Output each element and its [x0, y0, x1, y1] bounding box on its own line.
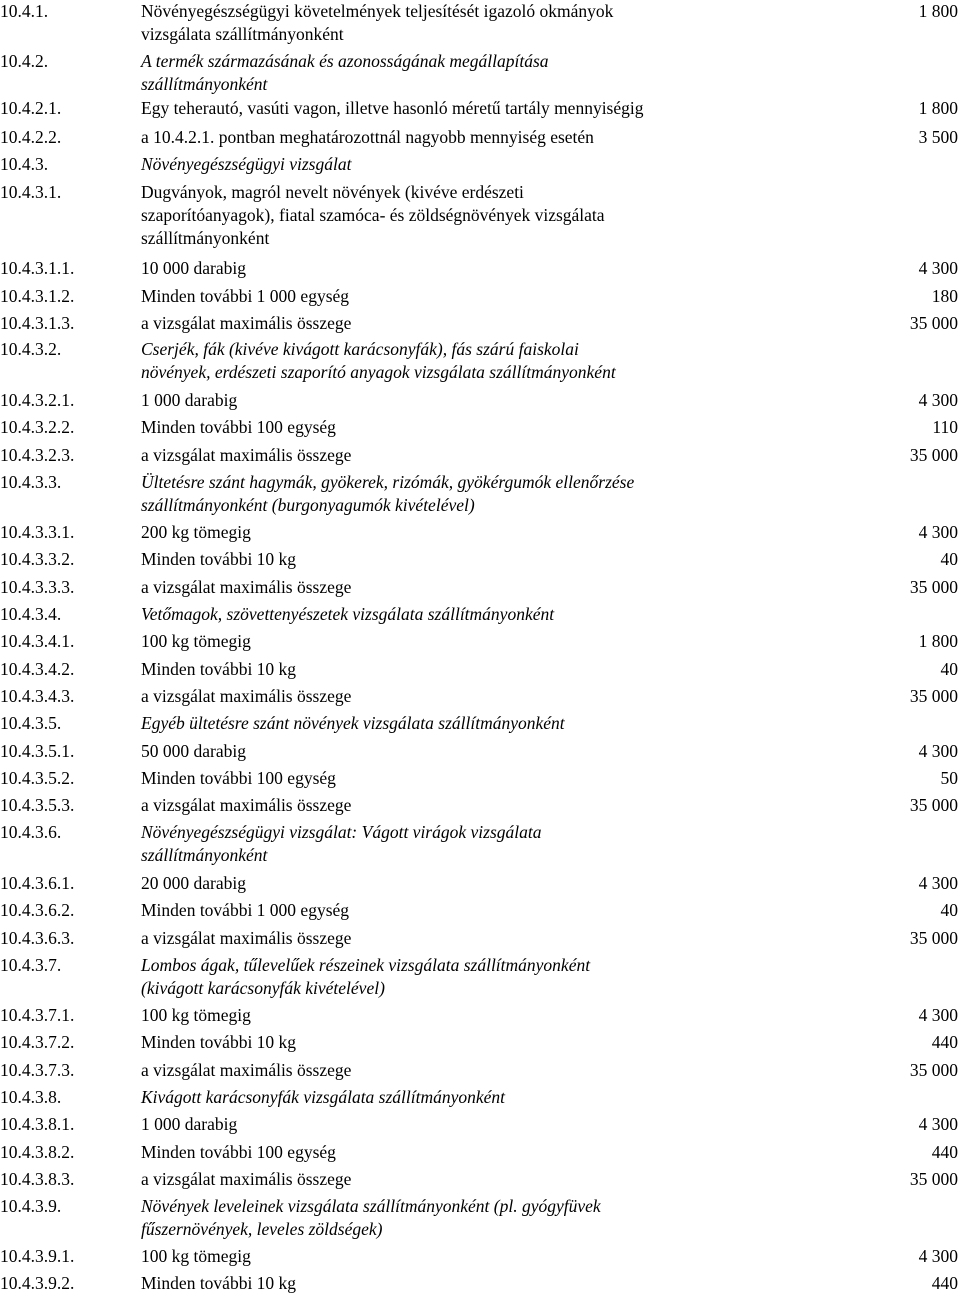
- row-description: [141, 576, 766, 599]
- row-amount: 35 000: [909, 795, 958, 815]
- row-description: [141, 389, 766, 412]
- row-description: [141, 285, 766, 308]
- fee-row: [0, 1245, 960, 1268]
- row-description: [141, 1195, 766, 1241]
- row-code: 10.4.3.2.2.: [0, 417, 75, 437]
- row-code: 10.4.3.3.: [0, 472, 62, 492]
- row-code: 10.4.3.4.: [0, 604, 62, 624]
- row-code: 10.4.3.1.1.: [0, 258, 75, 278]
- fee-row: [0, 576, 960, 599]
- fee-row: [0, 954, 960, 1000]
- row-code: 10.4.3.3.3.: [0, 577, 75, 597]
- row-amount: 35 000: [909, 928, 958, 948]
- description-line: Minden további 10 kg: [141, 1032, 297, 1052]
- row-description: [141, 954, 766, 1000]
- row-description: [141, 1168, 766, 1191]
- row-amount: 1 800: [918, 1, 958, 21]
- fee-row: [0, 899, 960, 922]
- fee-row: [0, 658, 960, 681]
- row-code: 10.4.3.7.2.: [0, 1032, 75, 1052]
- fee-row: [0, 1031, 960, 1054]
- row-code: 10.4.3.6.3.: [0, 928, 75, 948]
- description-line: Növények leveleinek vizsgálata szállítmányonként (pl. gyógyfüvek: [141, 1196, 601, 1216]
- fee-row: [0, 685, 960, 708]
- row-code: 10.4.3.7.: [0, 955, 62, 975]
- description-line: fűszernövények, leveles zöldségek): [141, 1219, 383, 1240]
- description-line: a vizsgálat maximális összege: [141, 313, 352, 333]
- row-code: 10.4.3.8.3.: [0, 1169, 75, 1189]
- fee-row: [0, 338, 960, 384]
- fee-row: [0, 1086, 960, 1109]
- description-line: Minden további 100 egység: [141, 1142, 336, 1162]
- row-amount: 4 300: [918, 741, 958, 761]
- row-amount: 35 000: [909, 313, 958, 333]
- row-description: [141, 0, 766, 46]
- fee-row: [0, 181, 960, 251]
- description-line: Növényegészségügyi vizsgálat: Vágott virágok vizsgálata: [141, 822, 542, 842]
- description-line: szállítmányonként: [141, 228, 270, 249]
- description-line: Minden további 100 egység: [141, 417, 336, 437]
- row-code: 10.4.3.3.2.: [0, 549, 75, 569]
- row-description: [141, 821, 766, 867]
- row-description: [141, 1086, 766, 1109]
- fee-row: [0, 1059, 960, 1082]
- row-amount: 4 300: [918, 1246, 958, 1266]
- description-line: 100 kg tömegig: [141, 631, 251, 651]
- row-amount: 3 500: [918, 127, 958, 147]
- row-description: [141, 1031, 766, 1054]
- row-code: 10.4.3.5.2.: [0, 768, 75, 788]
- description-line: a 10.4.2.1. pontban meghatározottnál nagyobb mennyiség esetén: [141, 127, 594, 147]
- description-line: Minden további 10 kg: [141, 549, 297, 569]
- row-code: 10.4.3.4.2.: [0, 659, 75, 679]
- fee-row: [0, 872, 960, 895]
- fee-row: [0, 927, 960, 950]
- row-description: [141, 1272, 766, 1295]
- fee-row: [0, 50, 960, 96]
- row-description: [141, 471, 766, 517]
- row-description: [141, 1141, 766, 1164]
- description-line: Minden további 100 egység: [141, 768, 336, 788]
- description-line: a vizsgálat maximális összege: [141, 1060, 352, 1080]
- row-description: [141, 603, 766, 626]
- fee-row: [0, 767, 960, 790]
- row-description: [141, 927, 766, 950]
- row-code: 10.4.3.5.: [0, 713, 62, 733]
- description-line: 100 kg tömegig: [141, 1005, 251, 1025]
- row-description: [141, 899, 766, 922]
- description-line: vizsgálata szállítmányonként: [141, 24, 344, 45]
- description-line: 50 000 darabig: [141, 741, 246, 761]
- description-line: Ültetésre szánt hagymák, gyökerek, rizómák, gyökérgumók ellenőrzése: [141, 472, 635, 492]
- row-code: 10.4.3.2.: [0, 339, 62, 359]
- row-description: [141, 521, 766, 544]
- fee-row: [0, 740, 960, 763]
- row-description: [141, 767, 766, 790]
- description-line: növények, erdészeti szaporító anyagok vizsgálata szállítmányonként: [141, 362, 616, 383]
- description-line: szállítmányonként: [141, 845, 268, 866]
- row-description: [141, 153, 766, 176]
- description-line: Egyéb ültetésre szánt növények vizsgálata szállítmányonként: [141, 713, 565, 733]
- row-amount: 35 000: [909, 686, 958, 706]
- row-amount: 440: [931, 1142, 958, 1162]
- description-line: szállítmányonként (burgonyagumók kivételével): [141, 495, 475, 516]
- description-line: a vizsgálat maximális összege: [141, 445, 352, 465]
- row-code: 10.4.3.3.1.: [0, 522, 75, 542]
- description-line: a vizsgálat maximális összege: [141, 928, 352, 948]
- row-description: [141, 416, 766, 439]
- row-code: 10.4.3.4.1.: [0, 631, 75, 651]
- row-description: [141, 794, 766, 817]
- fee-row: [0, 1195, 960, 1241]
- description-line: Minden további 1 000 egység: [141, 900, 350, 920]
- row-description: [141, 312, 766, 335]
- row-description: [141, 50, 766, 96]
- row-amount: 35 000: [909, 445, 958, 465]
- row-code: 10.4.3.: [0, 154, 49, 174]
- description-line: 10 000 darabig: [141, 258, 246, 278]
- fee-row: [0, 471, 960, 517]
- row-code: 10.4.2.: [0, 51, 49, 71]
- row-amount: 40: [940, 549, 958, 569]
- row-description: [141, 126, 766, 149]
- row-amount: 4 300: [918, 390, 958, 410]
- row-description: [141, 444, 766, 467]
- row-code: 10.4.3.6.1.: [0, 873, 75, 893]
- row-description: [141, 97, 766, 120]
- description-line: Egy teherautó, vasúti vagon, illetve hasonló méretű tartály mennyiségig: [141, 98, 644, 118]
- row-description: [141, 338, 766, 384]
- description-line: Növényegészségügyi vizsgálat: [141, 154, 352, 174]
- description-line: a vizsgálat maximális összege: [141, 795, 352, 815]
- row-code: 10.4.3.2.1.: [0, 390, 75, 410]
- description-line: szállítmányonként: [141, 74, 268, 95]
- fee-row: [0, 1272, 960, 1295]
- fee-row: [0, 548, 960, 571]
- row-amount: 4 300: [918, 873, 958, 893]
- fee-row: [0, 0, 960, 46]
- row-description: [141, 548, 766, 571]
- row-amount: 4 300: [918, 522, 958, 542]
- description-line: a vizsgálat maximális összege: [141, 577, 352, 597]
- row-amount: 440: [931, 1273, 958, 1293]
- fee-row: [0, 312, 960, 335]
- row-description: [141, 1059, 766, 1082]
- description-line: Minden további 10 kg: [141, 1273, 297, 1293]
- description-line: 20 000 darabig: [141, 873, 246, 893]
- row-description: [141, 872, 766, 895]
- row-code: 10.4.3.8.2.: [0, 1142, 75, 1162]
- row-description: [141, 685, 766, 708]
- fee-row: [0, 416, 960, 439]
- row-amount: 40: [940, 900, 958, 920]
- fee-row: [0, 285, 960, 308]
- description-line: Dugványok, magról nevelt növények (kivéve erdészeti: [141, 182, 524, 202]
- row-amount: 35 000: [909, 1169, 958, 1189]
- row-description: [141, 1245, 766, 1268]
- fee-row: [0, 126, 960, 149]
- row-code: 10.4.3.2.3.: [0, 445, 75, 465]
- row-code: 10.4.3.8.: [0, 1087, 62, 1107]
- fee-row: [0, 521, 960, 544]
- row-code: 10.4.3.1.: [0, 182, 62, 202]
- row-code: 10.4.3.7.3.: [0, 1060, 75, 1080]
- description-line: Vetőmagok, szövettenyészetek vizsgálata szállítmányonként: [141, 604, 555, 624]
- description-line: Minden további 10 kg: [141, 659, 297, 679]
- row-amount: 35 000: [909, 577, 958, 597]
- row-description: [141, 181, 766, 251]
- fee-row: [0, 1113, 960, 1136]
- row-code: 10.4.3.5.3.: [0, 795, 75, 815]
- row-description: [141, 1004, 766, 1027]
- row-description: [141, 630, 766, 653]
- row-code: 10.4.3.9.: [0, 1196, 62, 1216]
- row-code: 10.4.3.6.2.: [0, 900, 75, 920]
- row-amount: 50: [940, 768, 958, 788]
- fee-row: [0, 257, 960, 280]
- description-line: 100 kg tömegig: [141, 1246, 251, 1266]
- description-line: Kivágott karácsonyfák vizsgálata szállítmányonként: [141, 1087, 506, 1107]
- fee-row: [0, 97, 960, 120]
- description-line: szaporítóanyagok), fiatal szamóca- és zöldségnövények vizsgálata: [141, 205, 605, 226]
- description-line: A termék származásának és azonosságának megállapítása: [141, 51, 549, 71]
- row-amount: 1 800: [918, 631, 958, 651]
- fee-row: [0, 389, 960, 412]
- row-code: 10.4.3.6.: [0, 822, 62, 842]
- row-code: 10.4.3.5.1.: [0, 741, 75, 761]
- row-description: [141, 712, 766, 735]
- row-amount: 4 300: [918, 258, 958, 278]
- fee-row: [0, 153, 960, 176]
- row-code: 10.4.3.9.1.: [0, 1246, 75, 1266]
- fee-row: [0, 794, 960, 817]
- row-amount: 35 000: [909, 1060, 958, 1080]
- row-code: 10.4.3.1.2.: [0, 286, 75, 306]
- description-line: Cserjék, fák (kivéve kivágott karácsonyfák), fás szárú faiskolai: [141, 339, 579, 359]
- row-description: [141, 257, 766, 280]
- description-line: Lombos ágak, tűlevelűek részeinek vizsgálata szállítmányonként: [141, 955, 591, 975]
- row-code: 10.4.3.4.3.: [0, 686, 75, 706]
- row-description: [141, 1113, 766, 1136]
- description-line: 1 000 darabig: [141, 390, 238, 410]
- description-line: 200 kg tömegig: [141, 522, 251, 542]
- fee-row: [0, 1141, 960, 1164]
- description-line: (kivágott karácsonyfák kivételével): [141, 978, 385, 999]
- row-code: 10.4.2.1.: [0, 98, 62, 118]
- row-amount: 4 300: [918, 1114, 958, 1134]
- row-code: 10.4.2.2.: [0, 127, 62, 147]
- row-amount: 40: [940, 659, 958, 679]
- fee-row: [0, 821, 960, 867]
- row-amount: 1 800: [918, 98, 958, 118]
- fee-row: [0, 1168, 960, 1191]
- fee-row: [0, 630, 960, 653]
- row-code: 10.4.1.: [0, 1, 49, 21]
- fee-row: [0, 712, 960, 735]
- description-line: a vizsgálat maximális összege: [141, 686, 352, 706]
- description-line: 1 000 darabig: [141, 1114, 238, 1134]
- description-line: Minden további 1 000 egység: [141, 286, 350, 306]
- row-code: 10.4.3.1.3.: [0, 313, 75, 333]
- row-code: 10.4.3.9.2.: [0, 1273, 75, 1293]
- description-line: Növényegészségügyi követelmények teljesítését igazoló okmányok: [141, 1, 614, 21]
- fee-row: [0, 444, 960, 467]
- row-amount: 110: [932, 417, 958, 437]
- row-description: [141, 740, 766, 763]
- row-code: 10.4.3.8.1.: [0, 1114, 75, 1134]
- fee-row: [0, 1004, 960, 1027]
- row-amount: 180: [931, 286, 958, 306]
- row-amount: 440: [931, 1032, 958, 1052]
- row-code: 10.4.3.7.1.: [0, 1005, 75, 1025]
- row-amount: 4 300: [918, 1005, 958, 1025]
- row-description: [141, 658, 766, 681]
- fee-row: [0, 603, 960, 626]
- description-line: a vizsgálat maximális összege: [141, 1169, 352, 1189]
